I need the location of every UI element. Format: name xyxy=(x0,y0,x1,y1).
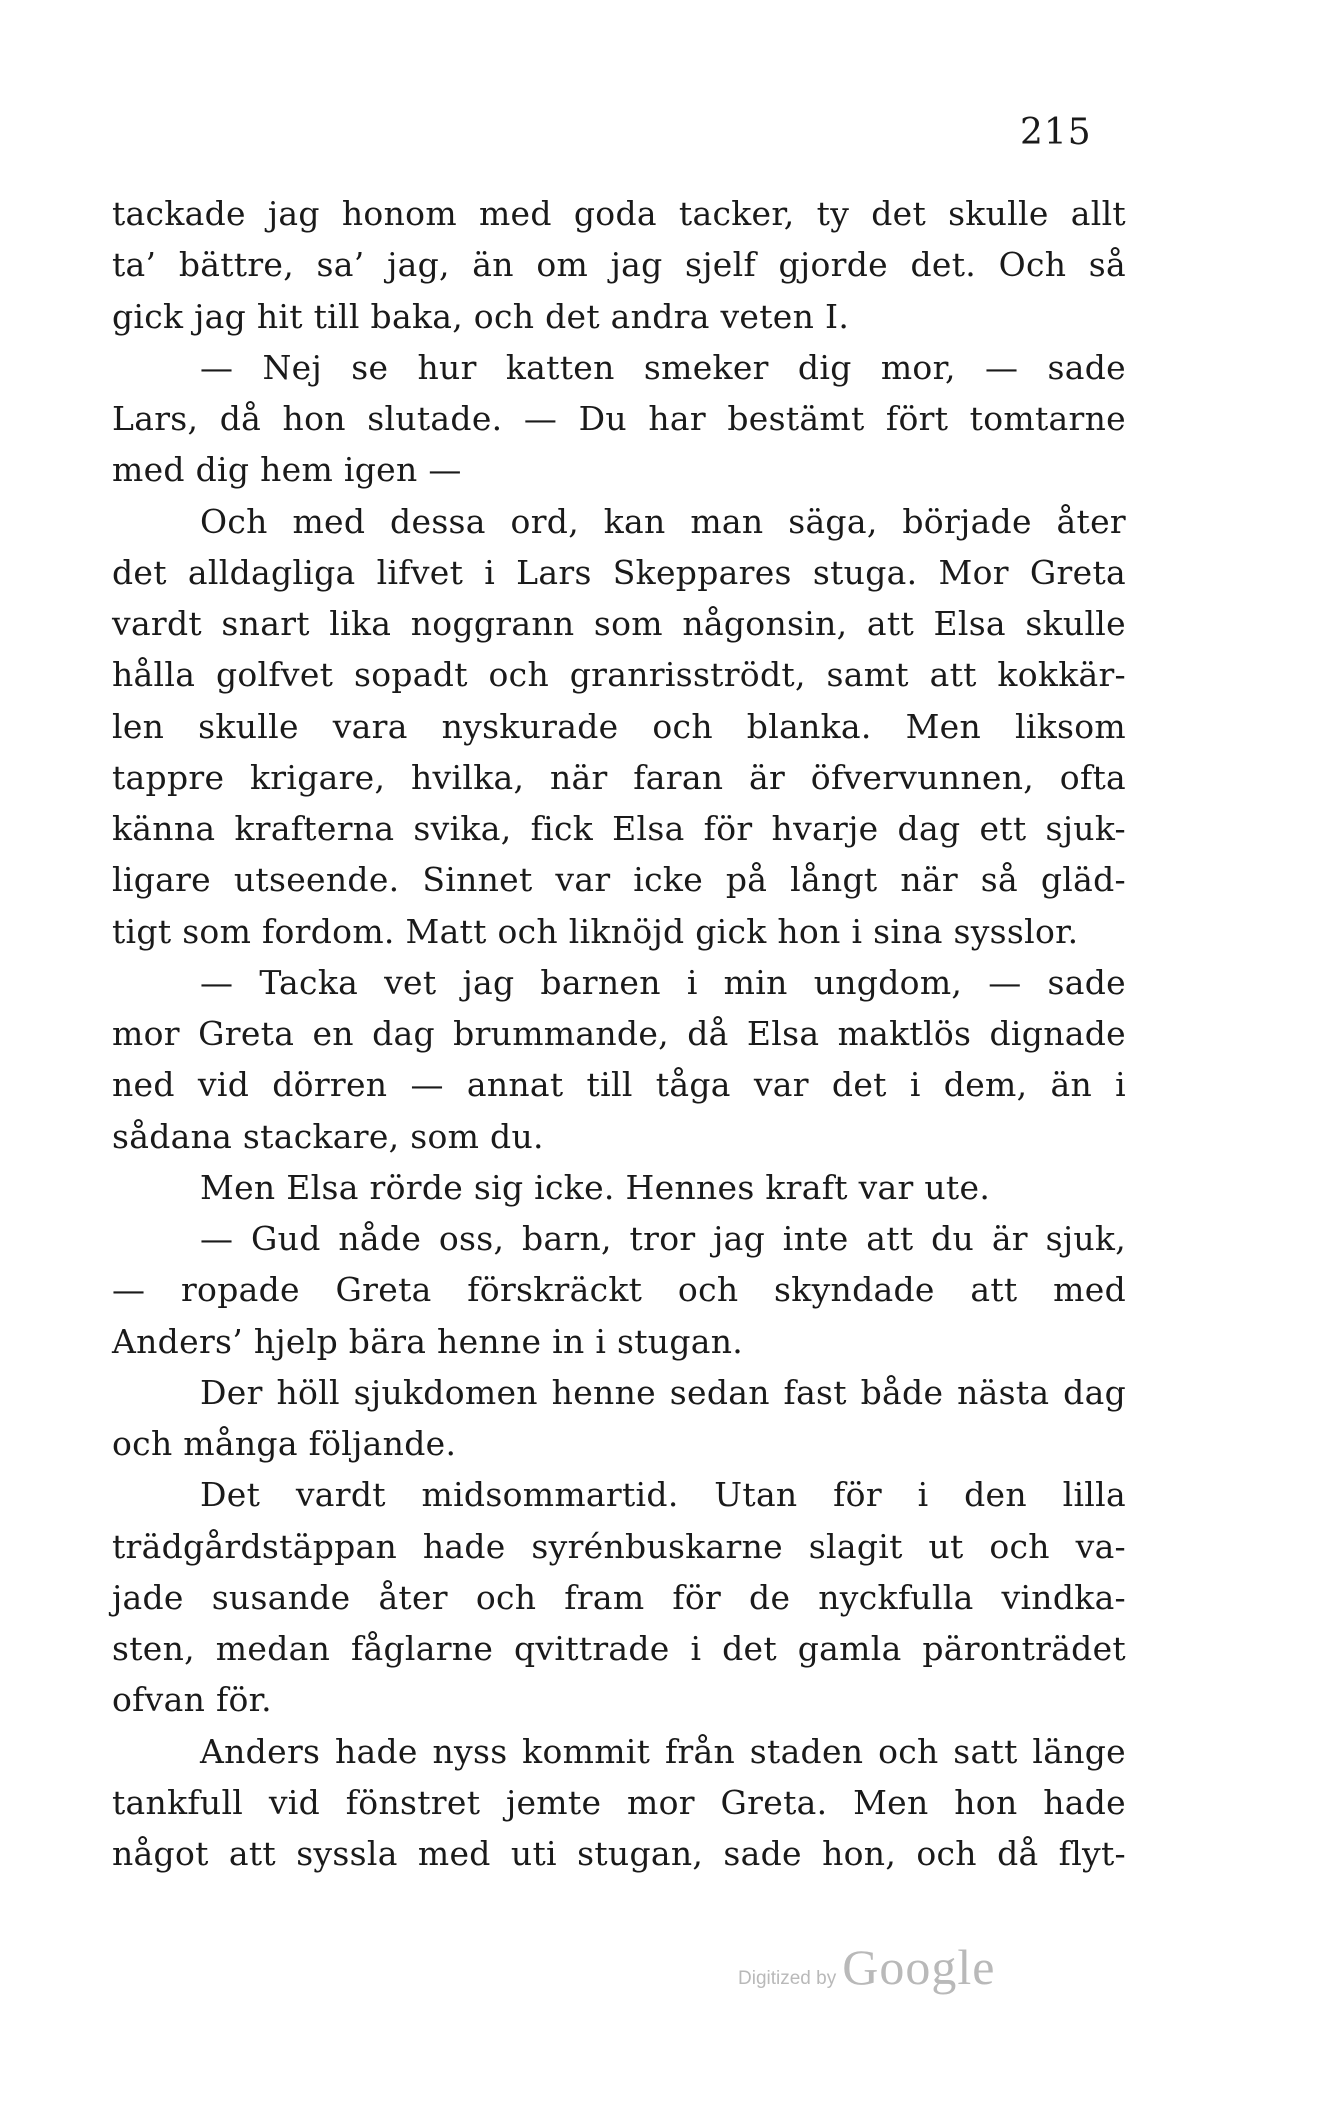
body-text xyxy=(112,188,1126,1879)
text-line: ta’ bättre, sa’ jag, än om jag sjelf gjorde det. Och så xyxy=(112,245,1126,285)
text-line: och många följande. xyxy=(112,1424,457,1463)
text-line: något att syssla med uti stugan, sade hon, och då flyt- xyxy=(112,1834,1126,1873)
text-line: mor Greta en dag brummande, då Elsa maktlös dignade xyxy=(112,1014,1126,1053)
text-line: tappre krigare, hvilka, när faran är öfvervunnen, ofta xyxy=(112,757,1126,797)
text-line: Men Elsa rörde sig icke. Hennes kraft var ute. xyxy=(200,1167,991,1207)
text-line: tankfull vid fönstret jemte mor Greta. Men hon hade xyxy=(112,1782,1126,1822)
text-line: ligare utseende. Sinnet var icke på långt när så gläd- xyxy=(112,860,1126,900)
text-line: Anders’ hjelp bära henne in i stugan. xyxy=(112,1321,744,1361)
text-line: känna krafterna svika, fick Elsa för hvarje dag ett sjuk- xyxy=(112,809,1126,848)
text-line: trädgårdstäppan hade syrénbuskarne slagit ut och va- xyxy=(112,1526,1126,1566)
text-line: jade susande åter och fram för de nyckfulla vindka- xyxy=(112,1577,1126,1617)
text-line: tackade jag honom med goda tacker, ty det skulle allt xyxy=(112,194,1126,233)
text-line: hålla golfvet sopadt och granrisströdt, samt att kokkär- xyxy=(112,655,1126,695)
text-line: med dig hem igen — xyxy=(112,450,462,490)
text-line: len skulle vara nyskurade och blanka. Men liksom xyxy=(112,706,1126,746)
text-line: tigt som fordom. Matt och liknöjd gick hon i sina sysslor. xyxy=(112,911,1079,951)
page-number: 215 xyxy=(1020,112,1092,153)
text-line: — Tacka vet jag barnen i min ungdom, — sade xyxy=(200,962,1126,1002)
text-line: Det vardt midsommartid. Utan för i den lilla xyxy=(200,1475,1126,1515)
text-line: sten, medan fåglarne qvittrade i det gamla päronträdet xyxy=(112,1629,1126,1668)
watermark-prefix: Digitized by xyxy=(738,1968,837,1989)
text-line: vardt snart lika noggrann som någonsin, att Elsa skulle xyxy=(112,604,1126,643)
digitized-watermark xyxy=(738,1938,995,1996)
text-line: Anders hade nyss kommit från staden och satt länge xyxy=(200,1731,1126,1771)
text-line: det alldagliga lifvet i Lars Skeppares stuga. Mor Greta xyxy=(112,552,1126,592)
text-line: ofvan för. xyxy=(112,1680,272,1720)
text-line: Der höll sjukdomen henne sedan fast både nästa dag xyxy=(200,1372,1126,1412)
text-line: — Gud nåde oss, barn, tror jag inte att du är sjuk, xyxy=(200,1219,1126,1258)
text-line: sådana stackare, som du. xyxy=(112,1116,544,1156)
text-line: ned vid dörren — annat till tåga var det i dem, än i xyxy=(112,1065,1126,1105)
text-line: — ropade Greta förskräckt och skyndade att med xyxy=(112,1270,1126,1310)
text-line: — Nej se hur katten smeker dig mor, — sade xyxy=(200,347,1126,387)
text-line: Och med dessa ord, kan man säga, började åter xyxy=(200,501,1126,541)
google-logo: Google xyxy=(842,1939,996,1995)
text-line: gick jag hit till baka, och det andra veten I. xyxy=(112,296,850,336)
text-line: Lars, då hon slutade. — Du har bestämt fört tomtarne xyxy=(112,399,1126,438)
